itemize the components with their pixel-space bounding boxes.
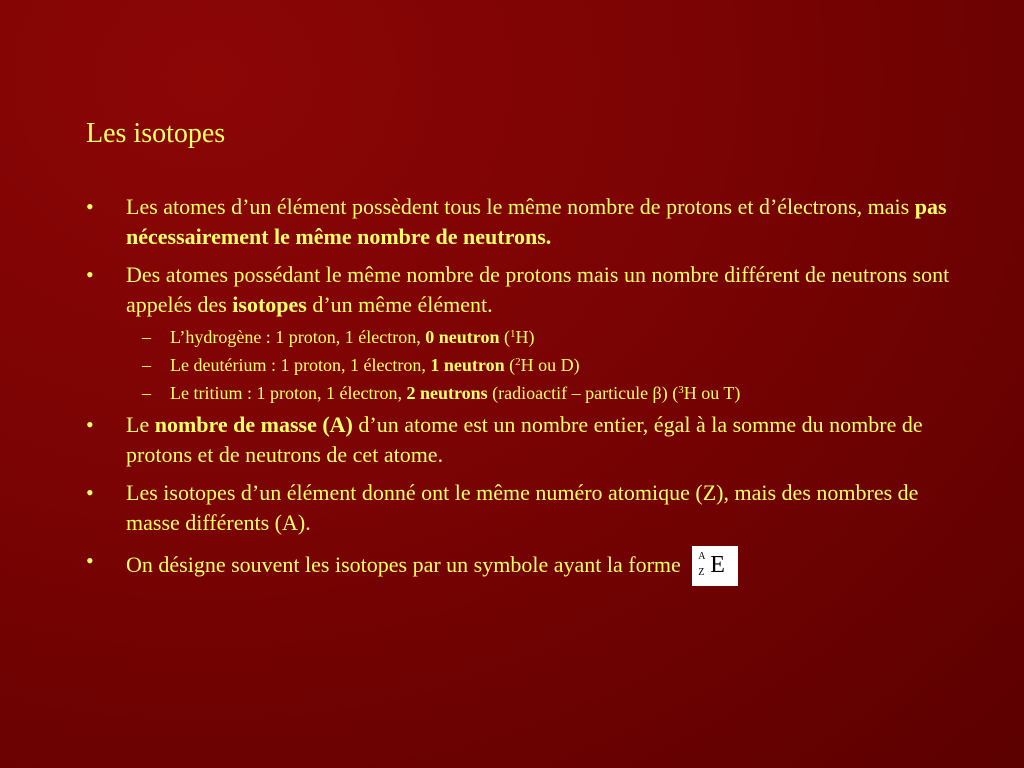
element-symbol-label: E <box>710 552 725 578</box>
atomic-number-label: Z <box>698 567 705 578</box>
bullet-emphasis: pas nécessairement le même nombre de neutrons. <box>126 194 947 249</box>
sub-bullet-text: H ou T) <box>683 383 741 403</box>
bullet-text: Des atomes possédant le même nombre de protons mais un nombre différent de neutrons sont appelés des <box>126 262 950 317</box>
slide-title: Les isotopes <box>86 118 226 149</box>
sub-bullet-text: Le deutérium : 1 proton, 1 électron, <box>170 355 431 375</box>
bullet-item <box>86 478 956 538</box>
bullet-text: Les isotopes d’un élément donné ont le même numéro atomique (Z), mais des nombres de masse différents (A). <box>126 480 919 535</box>
bullet-text: Le <box>126 412 155 437</box>
bullet-text: d’un atome est un nombre entier, égal à la somme du nombre de protons et de neutrons de cet atome. <box>126 412 923 467</box>
bullet-text: Les atomes d’un élément possèdent tous le même nombre de protons et d’électrons, mais <box>126 194 915 219</box>
sub-bullet-item <box>86 380 956 406</box>
bullet-icon: • <box>86 480 94 505</box>
bullet-icon: • <box>86 548 94 573</box>
sub-bullet-text: L’hydrogène : 1 proton, 1 électron, <box>170 327 426 347</box>
sub-bullet-text: Le tritium : 1 proton, 1 électron, <box>170 383 407 403</box>
bullet-text: On désigne souvent les isotopes par un symbole ayant la forme <box>126 552 681 577</box>
sub-bullet-text: ( <box>504 355 516 375</box>
bullet-icon: • <box>86 262 94 287</box>
sub-bullet-text: H) <box>515 327 535 347</box>
bullet-item <box>86 546 956 586</box>
sub-bullet-text: ( <box>499 327 510 347</box>
sub-bullet-emphasis: 1 neutron <box>430 355 505 375</box>
sub-bullet-item <box>86 352 956 378</box>
bullet-item <box>86 260 956 320</box>
sub-bullet-item <box>86 324 956 350</box>
slide-content <box>86 192 956 594</box>
bullet-item <box>86 192 956 252</box>
dash-icon: – <box>142 327 151 347</box>
mass-number-label: A <box>698 551 706 562</box>
bullet-emphasis: nombre de masse (A) <box>154 412 353 437</box>
bullet-emphasis: isotopes <box>232 292 307 317</box>
sub-bullet-text: H ou D) <box>520 355 580 375</box>
dash-icon: – <box>142 383 151 403</box>
mass-number-superscript: 3 <box>678 384 684 396</box>
mass-number-superscript: 2 <box>515 356 521 368</box>
bullet-text: d’un même élément. <box>306 292 493 317</box>
isotope-symbol-box <box>692 546 738 586</box>
bullet-icon: • <box>86 194 94 219</box>
sub-bullet-text: (radioactif – particule β) ( <box>487 383 679 403</box>
mass-number-superscript: 1 <box>509 328 516 340</box>
sub-bullet-emphasis: 2 neutrons <box>406 383 488 403</box>
bullet-icon: • <box>86 412 94 437</box>
dash-icon: – <box>142 355 151 375</box>
sub-bullet-emphasis: 0 neutron <box>425 327 500 347</box>
bullet-item <box>86 410 956 470</box>
